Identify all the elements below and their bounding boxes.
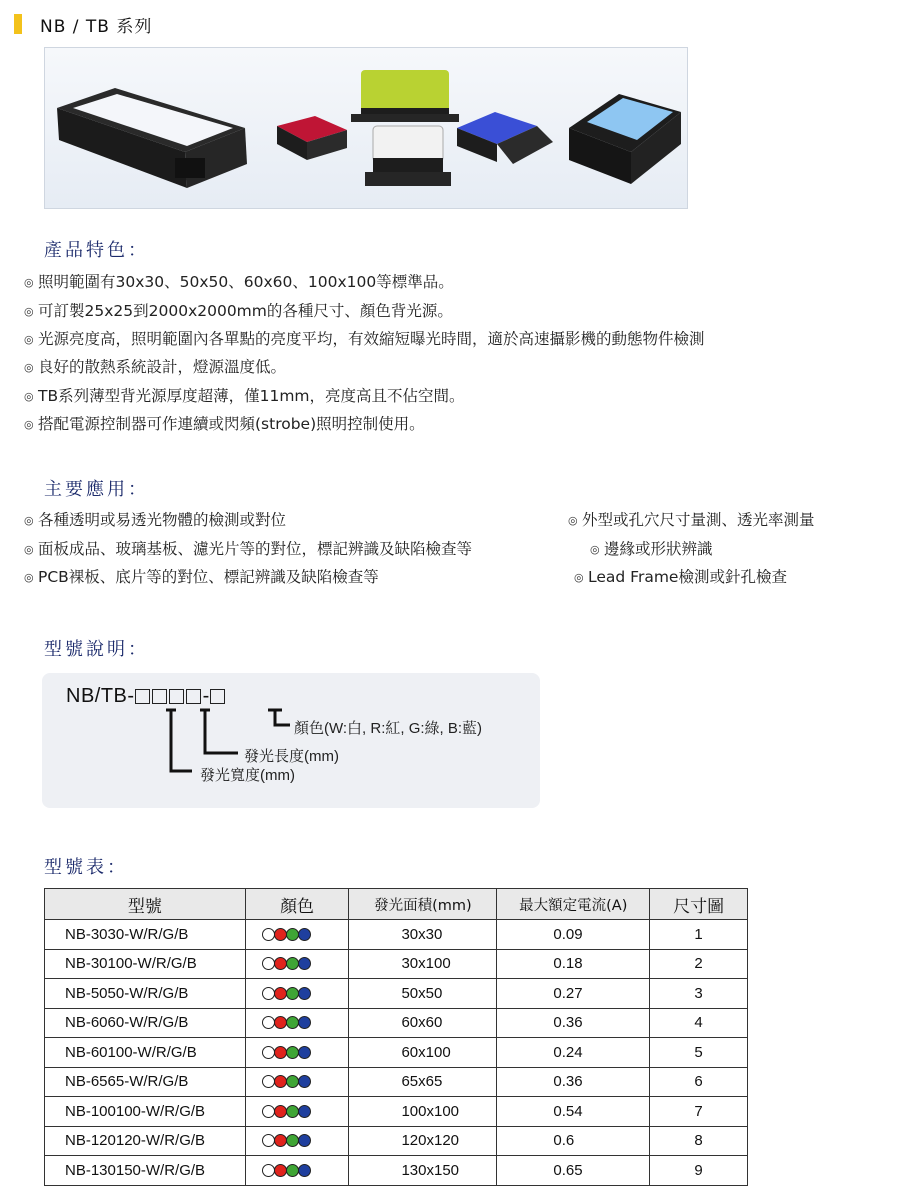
color-cell <box>245 1008 349 1038</box>
features-title: 產品特色： <box>44 240 149 261</box>
color-legend-label: 顏色(W:白, R:紅, G:綠, B:藍) <box>294 720 483 737</box>
color-dot-icon <box>298 1046 311 1059</box>
color-dot-icon <box>286 1134 299 1147</box>
model-code: NB/TB- - <box>66 685 227 708</box>
color-dot-icon <box>262 928 275 941</box>
color-dot-icon <box>274 1016 287 1029</box>
width-legend-label: 發光寬度(mm) <box>200 767 295 784</box>
color-dot-icon <box>286 928 299 941</box>
color-cell <box>245 1067 349 1097</box>
green-backlight-unit <box>351 70 459 122</box>
col-header-drawing: 尺寸圖 <box>650 889 748 920</box>
color-dot-icon <box>262 1164 275 1177</box>
color-dot-icon <box>298 1105 311 1118</box>
color-cell <box>245 1126 349 1156</box>
color-dot-icon <box>274 1105 287 1118</box>
product-photo <box>44 47 688 209</box>
red-backlight-unit <box>277 116 347 160</box>
area-cell: 30x100 <box>349 949 497 979</box>
drawing-cell: 9 <box>650 1156 748 1186</box>
table-row <box>45 949 748 979</box>
table-row <box>45 920 748 950</box>
area-cell: 60x60 <box>349 1008 497 1038</box>
current-cell: 0.36 <box>497 1067 650 1097</box>
table-row <box>45 1008 748 1038</box>
color-dot-icon <box>262 1046 275 1059</box>
model-cell: NB-30100-W/R/G/B <box>45 949 246 979</box>
drawing-cell: 5 <box>650 1038 748 1068</box>
color-dot-icon <box>262 1134 275 1147</box>
blue-backlight-unit <box>457 112 553 164</box>
bullet-icon: ◎ <box>24 571 34 584</box>
current-cell: 0.27 <box>497 979 650 1009</box>
area-cell: 60x100 <box>349 1038 497 1068</box>
model-cell: NB-120120-W/R/G/B <box>45 1126 246 1156</box>
application-item: ◎ PCB裸板、底片等的對位、標記辨識及缺陷檢查等 <box>24 568 379 586</box>
drawing-cell: 3 <box>650 979 748 1009</box>
table-row <box>45 979 748 1009</box>
bullet-icon: ◎ <box>24 390 34 403</box>
color-dot-icon <box>262 1105 275 1118</box>
color-cell <box>245 1156 349 1186</box>
drawing-cell: 4 <box>650 1008 748 1038</box>
color-dot-icon <box>274 1134 287 1147</box>
area-cell: 30x30 <box>349 920 497 950</box>
color-dot-icon <box>298 1075 311 1088</box>
drawing-cell: 8 <box>650 1126 748 1156</box>
table-row <box>45 1067 748 1097</box>
color-dot-icon <box>298 957 311 970</box>
color-cell <box>245 1097 349 1127</box>
drawing-cell: 7 <box>650 1097 748 1127</box>
bullet-icon: ◎ <box>24 418 34 431</box>
area-cell: 100x100 <box>349 1097 497 1127</box>
application-item: ◎ 外型或孔穴尺寸量測、透光率測量 <box>568 511 815 529</box>
color-dot-icon <box>286 1164 299 1177</box>
slim-backlight-unit <box>569 94 681 184</box>
current-cell: 0.65 <box>497 1156 650 1186</box>
color-dot-icon <box>274 1075 287 1088</box>
model-desc-title: 型號說明： <box>44 639 149 660</box>
bullet-icon: ◎ <box>24 305 34 318</box>
feature-item: ◎ 搭配電源控制器可作連續或閃頻(strobe)照明控制使用。 <box>24 415 425 433</box>
color-cell <box>245 1038 349 1068</box>
area-cell: 65x65 <box>349 1067 497 1097</box>
table-row <box>45 1126 748 1156</box>
color-dot-icon <box>298 1134 311 1147</box>
model-table-title: 型號表： <box>44 857 128 878</box>
color-dot-icon <box>274 1164 287 1177</box>
model-cell: NB-100100-W/R/G/B <box>45 1097 246 1127</box>
feature-item: ◎ 照明範圍有30x30、50x50、60x60、100x100等標準品。 <box>24 273 454 291</box>
bullet-icon: ◎ <box>574 571 584 584</box>
bullet-icon: ◎ <box>24 543 34 556</box>
current-cell: 0.24 <box>497 1038 650 1068</box>
color-dot-icon <box>286 1046 299 1059</box>
page-title: NB / TB 系列 <box>40 17 153 37</box>
col-header-area: 發光面積(mm) <box>349 889 497 920</box>
drawing-cell: 2 <box>650 949 748 979</box>
model-cell: NB-6565-W/R/G/B <box>45 1067 246 1097</box>
model-code-connectors <box>42 673 540 808</box>
application-item: ◎ 各種透明或易透光物體的檢測或對位 <box>24 511 287 529</box>
color-dot-icon <box>262 987 275 1000</box>
bullet-icon: ◎ <box>24 361 34 374</box>
bullet-icon: ◎ <box>24 514 34 527</box>
color-dot-icon <box>298 987 311 1000</box>
color-dot-icon <box>286 1016 299 1029</box>
col-header-current: 最大額定電流(A) <box>497 889 650 920</box>
color-dot-icon <box>286 1075 299 1088</box>
application-item: ◎ 面板成品、玻璃基板、濾光片等的對位，標記辨識及缺陷檢查等 <box>24 540 473 558</box>
color-cell <box>245 949 349 979</box>
model-cell: NB-130150-W/R/G/B <box>45 1156 246 1186</box>
white-backlight-unit <box>365 126 451 186</box>
model-table <box>44 888 748 1186</box>
large-backlight-unit <box>57 88 247 188</box>
area-cell: 120x120 <box>349 1126 497 1156</box>
col-header-model: 型號 <box>45 889 246 920</box>
feature-item: ◎ 可訂製25x25到2000x2000mm的各種尺寸、顏色背光源。 <box>24 302 453 320</box>
color-dot-icon <box>262 1075 275 1088</box>
color-dot-icon <box>286 957 299 970</box>
model-cell: NB-5050-W/R/G/B <box>45 979 246 1009</box>
header-accent-bar <box>14 14 22 34</box>
drawing-cell: 6 <box>650 1067 748 1097</box>
feature-item: ◎ 光源亮度高，照明範圍內各單點的亮度平均，有效縮短曝光時間，適於高速攝影機的動態物件檢測 <box>24 330 705 348</box>
color-cell <box>245 979 349 1009</box>
color-dot-icon <box>286 987 299 1000</box>
application-item: ◎ Lead Frame檢測或針孔檢查 <box>574 568 787 586</box>
drawing-cell: 1 <box>650 920 748 950</box>
applications-title: 主要應用： <box>44 479 149 500</box>
model-cell: NB-3030-W/R/G/B <box>45 920 246 950</box>
table-row <box>45 1038 748 1068</box>
color-dot-icon <box>262 1016 275 1029</box>
color-dot-icon <box>274 1046 287 1059</box>
bullet-icon: ◎ <box>568 514 578 527</box>
model-cell: NB-60100-W/R/G/B <box>45 1038 246 1068</box>
model-code-diagram <box>42 673 540 808</box>
current-cell: 0.54 <box>497 1097 650 1127</box>
bullet-icon: ◎ <box>590 543 600 556</box>
color-dot-icon <box>298 1164 311 1177</box>
color-dot-icon <box>274 928 287 941</box>
table-header-row <box>45 889 748 920</box>
table-row <box>45 1097 748 1127</box>
feature-item: ◎ TB系列薄型背光源厚度超薄，僅11mm，亮度高且不佔空間。 <box>24 387 465 405</box>
bullet-icon: ◎ <box>24 276 34 289</box>
current-cell: 0.6 <box>497 1126 650 1156</box>
color-dot-icon <box>274 957 287 970</box>
color-dot-icon <box>262 957 275 970</box>
color-dot-icon <box>286 1105 299 1118</box>
bullet-icon: ◎ <box>24 333 34 346</box>
table-row <box>45 1156 748 1186</box>
color-dot-icon <box>298 928 311 941</box>
current-cell: 0.09 <box>497 920 650 950</box>
color-cell <box>245 920 349 950</box>
current-cell: 0.36 <box>497 1008 650 1038</box>
model-cell: NB-6060-W/R/G/B <box>45 1008 246 1038</box>
feature-item: ◎ 良好的散熱系統設計，燈源溫度低。 <box>24 358 287 376</box>
col-header-color: 顏色 <box>245 889 349 920</box>
current-cell: 0.18 <box>497 949 650 979</box>
length-legend-label: 發光長度(mm) <box>244 748 339 765</box>
area-cell: 50x50 <box>349 979 497 1009</box>
color-dot-icon <box>298 1016 311 1029</box>
area-cell: 130x150 <box>349 1156 497 1186</box>
application-item: ◎ 邊緣或形狀辨識 <box>590 540 713 558</box>
color-dot-icon <box>274 987 287 1000</box>
